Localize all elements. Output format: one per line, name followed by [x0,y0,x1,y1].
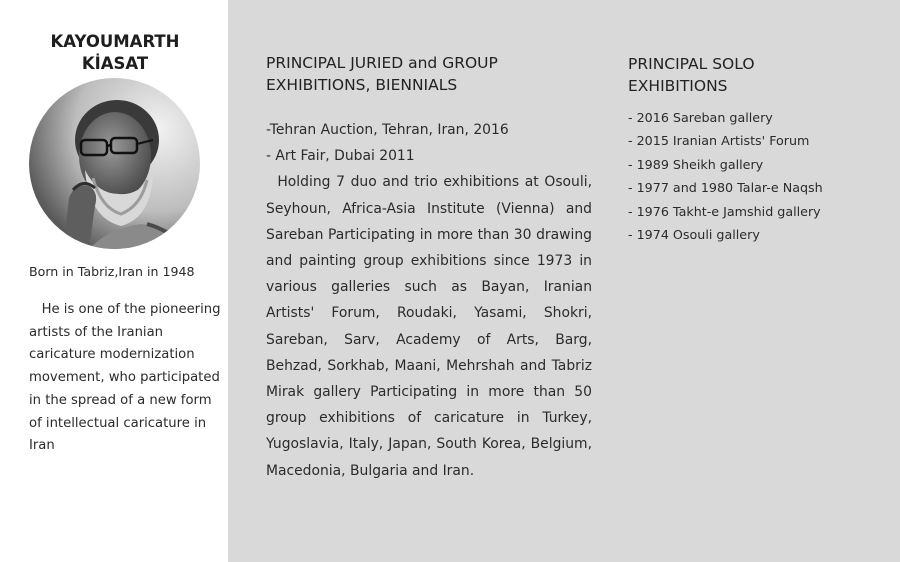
solo-exhibition-item: - 1977 and 1980 Talar-e Naqsh [628,180,823,196]
group-exhibitions-title: PRINCIPAL JURIED and GROUP EXHIBITIONS, BIENNIALS [266,54,498,94]
artist-bio-text: He is one of the pioneering artists of the Iranian caricature modernization movement, who participated in the spread of a new form of intellectual caricature in Iran [29,302,221,454]
artist-portrait [29,78,200,249]
artist-name-line1: KAYOUMARTH [50,32,180,51]
solo-exhibition-item: - 2016 Sareban gallery [628,110,773,125]
group-exhibition-line: - Art Fair, Dubai 2011 [266,148,415,165]
solo-exhibitions-title: PRINCIPAL SOLO EXHIBITIONS [628,55,755,95]
group-exhibitions-paragraph [266,169,592,483]
artist-name-line2: KİASAT [81,54,149,73]
group-exhibitions-text [266,117,592,484]
group-exhibitions-paragraph-text: Holding 7 duo and trio exhibitions at Osouli, Seyhoun, Africa-Asia Institute (Vienna) and Sareban Participating in more than 30 drawing and painting group exhibitions since 1973 in various galleries such as Bayan, Iranian Artists' Forum, Roudaki, Yasami, Shokri, Sareban, Sarv, Academy of Arts, Barg, Behzad, Sorkhab, Maani, Mehrshah and Tabriz Mirak gallery Participating in more than 50 group exhibitions of caricature in Turkey, Yugoslavia, Italy, Japan, South Korea, Belgium, Macedonia, Bulgaria and Iran. [266,174,592,479]
birth-info: Born in Tabriz,Iran in 1948 [29,264,195,279]
artist-bio [29,299,222,458]
solo-exhibition-item: - 1989 Sheikh gallery [628,156,764,172]
artist-name [40,31,190,75]
solo-exhibitions-list [628,106,837,246]
solo-exhibition-item: - 2015 Iranian Artists' Forum [628,133,810,149]
group-exhibition-line: -Tehran Auction, Tehran, Iran, 2016 [266,122,509,138]
solo-exhibition-item: - 1976 Takht-e Jamshid gallery [628,203,821,219]
solo-exhibition-item: - 1974 Osouli gallery [628,227,760,243]
left-panel [0,0,228,562]
